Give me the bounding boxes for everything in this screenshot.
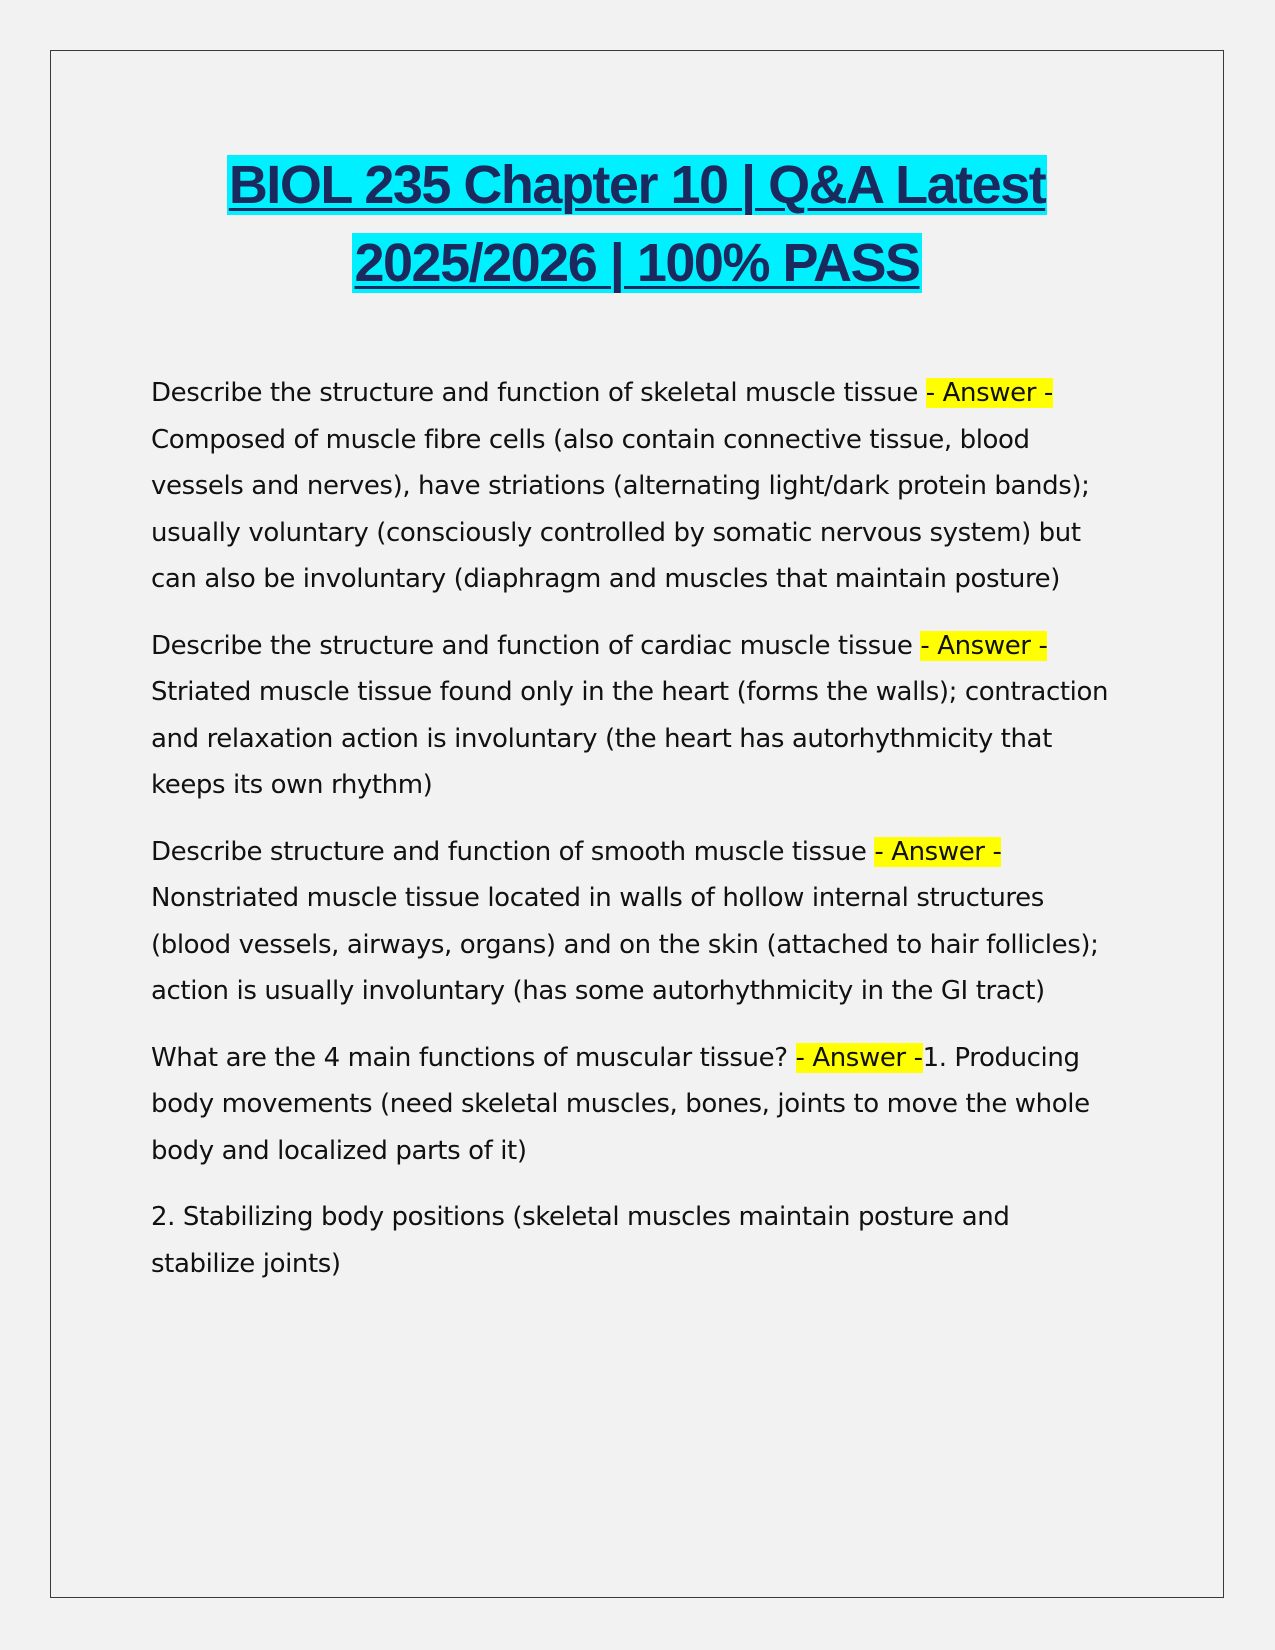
qa-item-skeletal (151, 370, 1111, 603)
answer-text: Nonstriated muscle tissue located in walls of hollow internal structures (blood vessels, airways, organs) and on the skin (attached to hair follicles); action is usually involuntary (has some autorhythmicity in the GI tract) (151, 883, 1099, 1006)
title-line-1: BIOL 235 Chapter 10 | Q&A Latest (228, 155, 1046, 215)
qa-content (151, 370, 1111, 1307)
answer-marker: - Answer - (920, 630, 1048, 661)
page-title (60, 146, 1214, 302)
question-text: Describe the structure and function of cardiac muscle tissue (151, 630, 921, 661)
question-text: What are the 4 main functions of muscular tissue? (151, 1042, 796, 1073)
answer-continuation: 2. Stabilizing body positions (skeletal muscles maintain posture and stabilize joints) (151, 1202, 1010, 1279)
answer-marker: - Answer - (925, 378, 1053, 408)
answer-marker: - Answer - (874, 836, 1002, 867)
answer-marker: - Answer - (795, 1042, 923, 1073)
title-line-2: 2025/2026 | 100% PASS (354, 233, 920, 293)
answer-text: Striated muscle tissue found only in the heart (forms the walls); contraction and relaxation action is involuntary (the heart has autorhythmicity that keeps its own rhythm) (151, 677, 1109, 800)
qa-item-cardiac (151, 623, 1111, 809)
answer-text: Composed of muscle fibre cells (also contain connective tissue, blood vessels and nerves), have striations (alternating light/dark protein bands); usually voluntary (consciously controlled by somatic nervous system) but can also be involuntary (diaphragm and muscles that maintain posture) (151, 424, 1090, 594)
qa-item-smooth (151, 829, 1111, 1015)
answer-text: 1. Producing body movements (need skeletal muscles, bones, joints to move the whole body and localized parts of it) (151, 1042, 1090, 1166)
question-text: Describe the structure and function of skeletal muscle tissue (151, 378, 926, 408)
qa-item-functions (151, 1035, 1111, 1175)
question-text: Describe structure and function of smooth muscle tissue (151, 836, 875, 867)
